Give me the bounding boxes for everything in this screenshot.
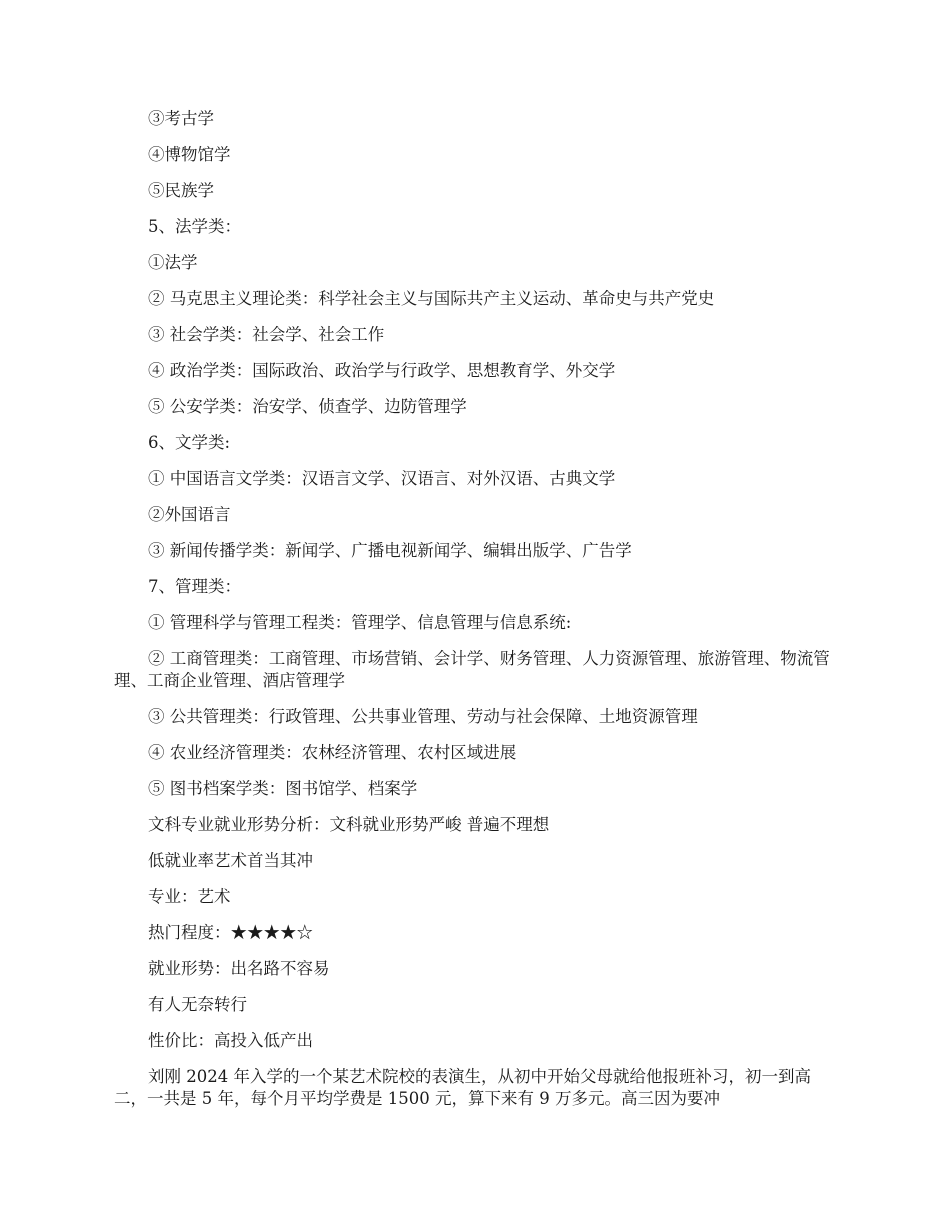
paragraph-archaeology: ③考古学 — [148, 109, 214, 128]
paragraph-public-security: ⑤ 公安学类：治安学、侦查学、边防管理学 — [148, 397, 467, 416]
paragraph-major-art: 专业：艺术 — [148, 887, 231, 906]
document-page — [114, 108, 834, 1124]
paragraph-journalism: ③ 新闻传播学类：新闻学、广播电视新闻学、编辑出版学、广告学 — [148, 541, 632, 560]
paragraph-management-science: ① 管理科学与管理工程类：管理学、信息管理与信息系统: — [148, 613, 572, 632]
paragraph-career-change: 有人无奈转行 — [148, 995, 247, 1014]
paragraph-politics: ④ 政治学类：国际政治、政治学与行政学、思想教育学、外交学 — [148, 361, 616, 380]
section-heading-law: 5、法学类： — [148, 217, 241, 236]
paragraph-marxism: ② 马克思主义理论类：科学社会主义与国际共产主义运动、革命史与共产党史 — [148, 289, 715, 308]
paragraph-public-admin: ③ 公共管理类：行政管理、公共事业管理、劳动与社会保障、土地资源管理 — [148, 707, 698, 726]
paragraph-employment-analysis: 文科专业就业形势分析：文科就业形势严峻 普遍不理想 — [148, 815, 550, 834]
paragraph-low-employment-art: 低就业率艺术首当其冲 — [148, 851, 313, 870]
paragraph-chinese-language: ① 中国语言文学类：汉语言文学、汉语言、对外汉语、古典文学 — [148, 469, 616, 488]
paragraph-foreign-language: ②外国语言 — [148, 505, 231, 524]
paragraph-employment-outlook: 就业形势：出名路不容易 — [148, 959, 330, 978]
paragraph-law: ①法学 — [148, 253, 198, 272]
paragraph-museology: ④博物馆学 — [148, 145, 231, 164]
paragraph-agri-economics: ④ 农业经济管理类：农林经济管理、农村区域进展 — [148, 743, 517, 762]
section-heading-management: 7、管理类： — [148, 577, 241, 596]
paragraph-ethnology: ⑤民族学 — [148, 181, 214, 200]
paragraph-liu-gang-story: 刘刚 2024 年入学的一个某艺术院校的表演生，从初中开始父母就给他报班补习，初一到高二，一共是 5 年，每个月平均学费是 1500 元，算下来有 9 万多元。高三因为要冲 — [114, 1067, 811, 1108]
paragraph-library-archives: ⑤ 图书档案学类：图书馆学、档案学 — [148, 779, 418, 798]
paragraph-popularity-rating: 热门程度：★★★★☆ — [148, 923, 313, 942]
paragraph-cost-performance: 性价比：高投入低产出 — [148, 1031, 313, 1050]
section-heading-literature: 6、文学类: — [148, 433, 231, 452]
paragraph-sociology: ③ 社会学类：社会学、社会工作 — [148, 325, 385, 344]
paragraph-business-admin: ② 工商管理类：工商管理、市场营销、会计学、财务管理、人力资源管理、旅游管理、物流管理、工商企业管理、酒店管理学 — [114, 649, 830, 690]
